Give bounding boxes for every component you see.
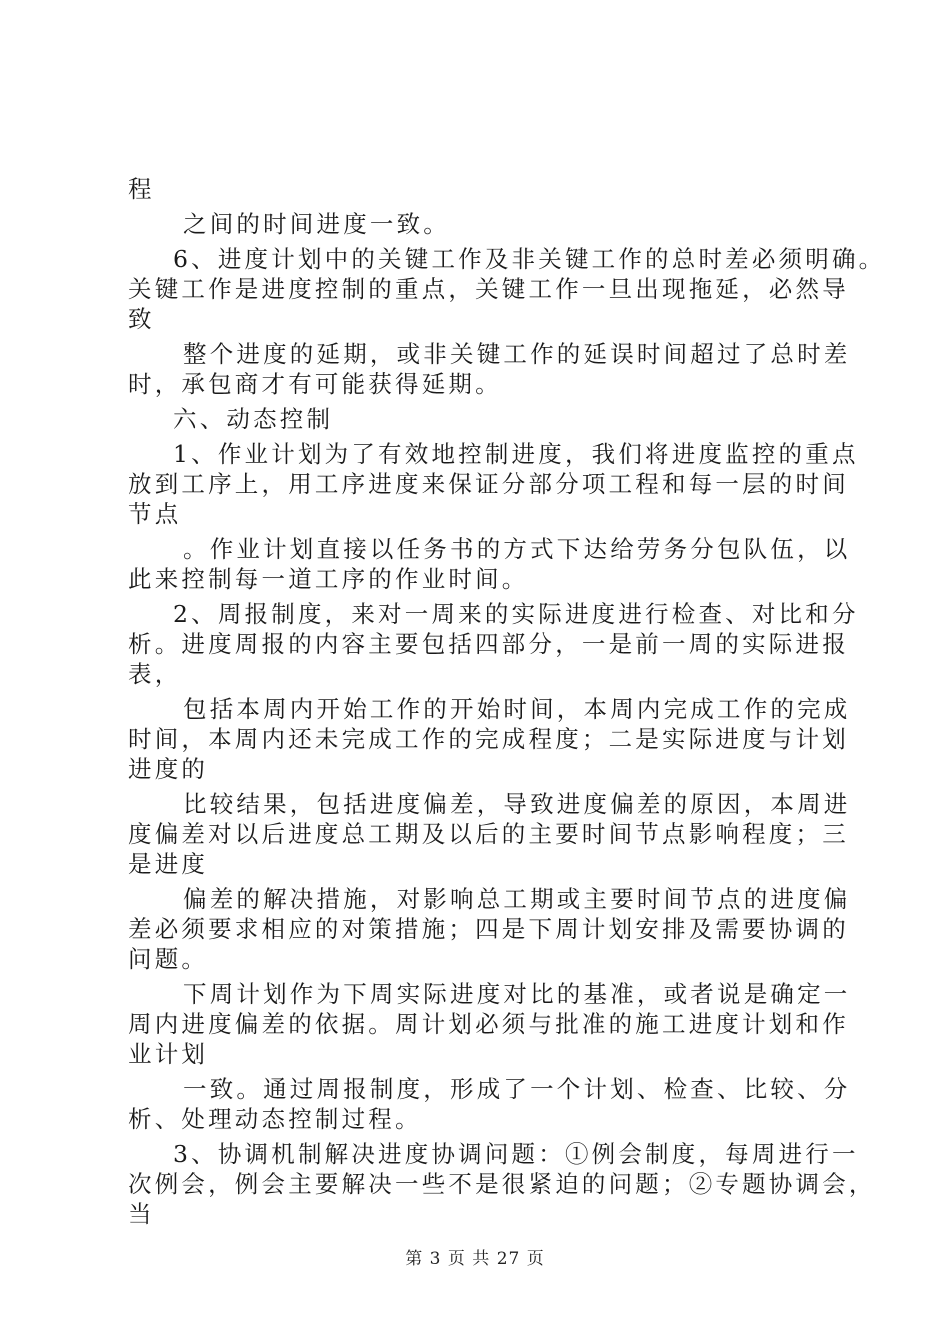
- text-line: 偏差的解决措施，对影响总工期或主要时间节点的进度偏: [183, 885, 851, 913]
- text-line: 1、作业计划为了有效地控制进度，我们将进度监控的重点: [173, 440, 859, 468]
- text-line: 周内进度偏差的依据。周计划必须与批准的施工进度计划和作: [128, 1010, 849, 1038]
- text-line: 之间的时间进度一致。: [183, 210, 450, 238]
- text-line: 当: [128, 1200, 155, 1228]
- text-line: 致: [128, 305, 155, 333]
- text-line: 表，: [128, 660, 182, 688]
- text-line: 整个进度的延期，或非关键工作的延误时间超过了总时差: [183, 340, 851, 368]
- text-line: 时间，本周内还未完成工作的完成程度；二是实际进度与计划: [128, 725, 849, 753]
- page-footer: [0, 1244, 950, 1269]
- text-line: 次例会，例会主要解决一些不是很紧迫的问题；②专题协调会，: [128, 1170, 876, 1198]
- text-line: 六、动态控制: [173, 405, 334, 433]
- text-line: 此来控制每一道工序的作业时间。: [128, 565, 529, 593]
- text-line: 进度的: [128, 755, 209, 783]
- text-line: 程: [128, 175, 155, 203]
- text-line: 3、协调机制解决进度协调问题：①例会制度，每周进行一: [173, 1140, 859, 1168]
- document-body: [128, 174, 886, 1229]
- text-line: 业计划: [128, 1040, 209, 1068]
- text-line: 关键工作是进度控制的重点，关键工作一旦出现拖延，必然导: [128, 275, 849, 303]
- text-line: 差必须要求相应的对策措施；四是下周计划安排及需要协调的: [128, 915, 849, 943]
- text-line: 包括本周内开始工作的开始时间，本周内完成工作的完成: [183, 695, 851, 723]
- text-line: 时，承包商才有可能获得延期。: [128, 370, 502, 398]
- text-line: 析。进度周报的内容主要包括四部分，一是前一周的实际进报: [128, 630, 849, 658]
- text-line: 2、周报制度，来对一周来的实际进度进行检查、对比和分: [173, 600, 859, 628]
- text-line: 放到工序上，用工序进度来保证分部分项工程和每一层的时间: [128, 470, 849, 498]
- text-line: 下周计划作为下周实际进度对比的基准，或者说是确定一: [183, 980, 851, 1008]
- text-line: 比较结果，包括进度偏差，导致进度偏差的原因，本周进: [183, 790, 851, 818]
- text-line: 度偏差对以后进度总工期及以后的主要时间节点影响程度；三: [128, 820, 849, 848]
- text-line: 6、进度计划中的关键工作及非关键工作的总时差必须明确。: [173, 245, 886, 273]
- text-line: 一致。通过周报制度，形成了一个计划、检查、比较、分: [183, 1075, 851, 1103]
- text-line: 析、处理动态控制过程。: [128, 1105, 422, 1133]
- page-number-label: 第 3 页 共 27 页: [405, 1249, 545, 1269]
- text-line: 问题。: [128, 945, 209, 973]
- text-line: 。作业计划直接以任务书的方式下达给劳务分包队伍，以: [183, 535, 851, 563]
- text-line: 是进度: [128, 850, 209, 878]
- text-line: 节点: [128, 500, 182, 528]
